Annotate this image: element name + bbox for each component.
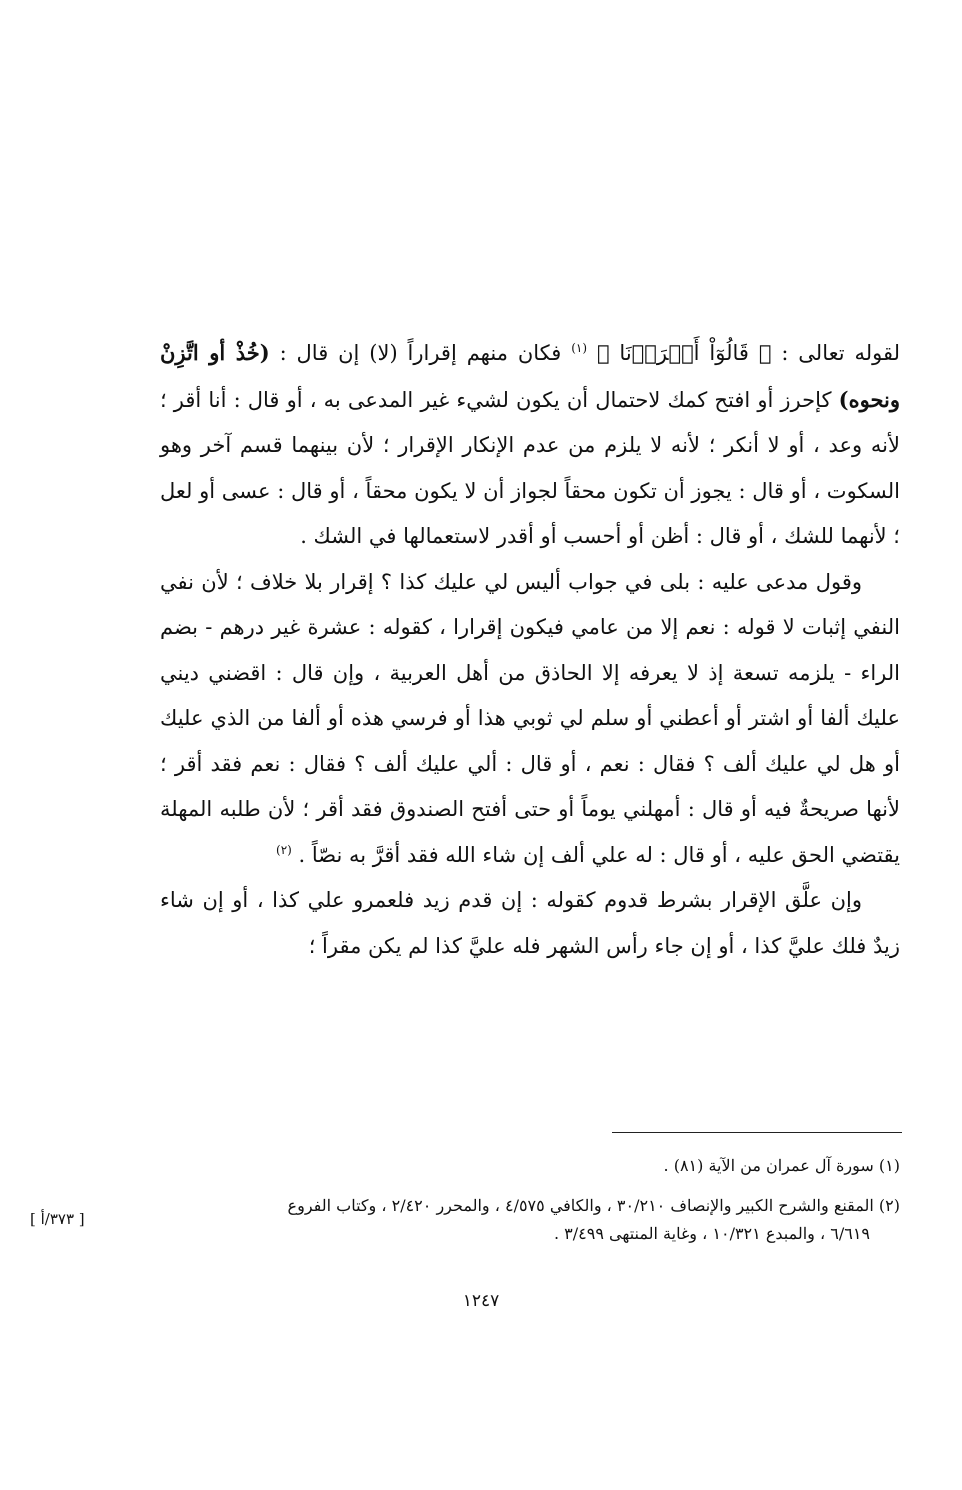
p1-lead: لقوله تعالى : xyxy=(771,341,900,365)
p3-text: وإن علَّق الإقرار بشرط قدوم كقوله : إن قدم زيد فلعمرو علي كذا ، أو إن شاء زيدٌ فلك عليَّ كذا ، أو إن جاء رأس الشهر فله عليَّ كذا لم يكن مقراً ؛ xyxy=(160,888,900,958)
footnote-1: (١) سورة آل عمران من الآية (٨١) . xyxy=(663,1156,900,1175)
footnote-ref-2: (٢) xyxy=(276,842,292,857)
paragraph-2 xyxy=(160,560,900,879)
footnotes xyxy=(130,1152,900,1248)
page-number: ١٢٤٧ xyxy=(462,1291,500,1311)
quran-verse: ﴿ قَالُوٓاْ أَقۡرَرۡنَا ﴾ xyxy=(596,341,772,365)
p1-mid: فكان منهم إقراراً (لا) إن قال : xyxy=(269,341,572,365)
footnote-2: (٢) المقنع والشرح الكبير والإنصاف ٣٠/٢١٠ ، والكافي ٤/٥٧٥ ، والمحرر ٢/٤٢٠ ، وكتاب الفروع xyxy=(287,1196,900,1215)
manuscript-folio-marker: [ ٣٧٣/أ ] xyxy=(30,1210,85,1228)
p1-bold-phrase: (خُذْ أو اتَّزِنْ ونحوه) xyxy=(160,340,900,412)
footnote-separator xyxy=(612,1132,902,1133)
paragraph-3 xyxy=(160,878,900,969)
footnote-ref-1: (١) xyxy=(571,341,588,355)
footnote-2-continuation: ٦/٦١٩ ، والمبدع ١٠/٣٢١ ، وغاية المنتهى ٣/٤٩٩ . xyxy=(553,1224,870,1243)
p1-rest: كإحرز أو افتح كمك لاحتمال أن يكون لشيء غير المدعى به ، أو قال : أنا أقر ؛ لأنه وعد ، أو لا أنكر ؛ لأنه لا يلزم من عدم الإنكار الإقرار ؛ لأن بينهما قسم آخر وهو السكوت ، أو قال : يجوز أن تكون محقاً لجواز أن لا يكون محقاً ، أو قال : عسى أو لعل ؛ لأنهما للشك ، أو قال : أظن أو أحسب أو أقدر لاستعمالها في الشك . xyxy=(160,387,900,548)
p2-text: وقول مدعى عليه : بلى في جواب أليس لي عليك كذا ؟ إقرار بلا خلاف ؛ لأن نفي النفي إثبات لا قوله : نعم إلا من عامي فيكون إقرارا ، كقوله : عشرة غير درهم - بضم الراء - يلزمه تسعة إذ لا يعرفه إلا الحاذق من أهل العربية ، وإن قال : اقضني ديني عليك ألفا أو اشتر أو أعطني أو سلم لي ثوبي هذا أو فرسي هذه أو ألفا من الذي عليك أو هل لي عليك ألف ؟ فقال : نعم ، أو قال : ألي عليك ألف ؟ فقال : نعم فقد أقر ؛ لأنها صريحةٌ فيه أو قال : أمهلني يوماً أو حتى أفتح الصندوق فقد أقر ؛ لأن طلبه المهلة يقتضي الحق عليه ، أو قال : له علي ألف إن شاء الله فقد أقرَّ به نصّاً . xyxy=(160,569,900,867)
main-text xyxy=(160,330,900,969)
paragraph-1 xyxy=(160,330,900,560)
